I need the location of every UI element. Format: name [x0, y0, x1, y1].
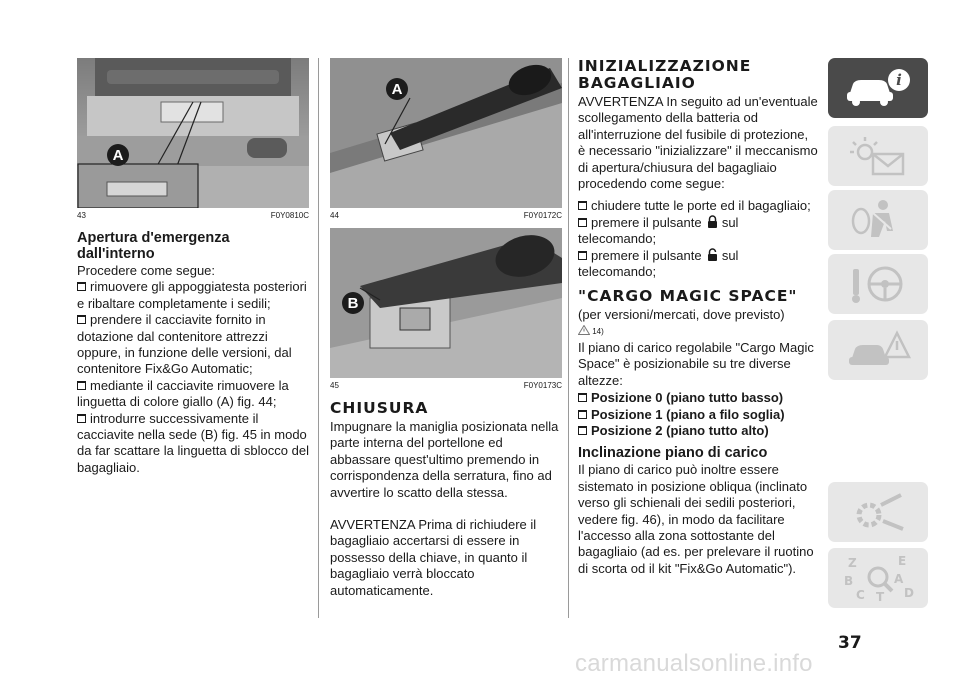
steering-wheel-key-icon: [843, 261, 913, 307]
bullet-box-icon: [578, 426, 587, 435]
note-reference: 14): [578, 325, 818, 338]
figure-43-image: [77, 58, 309, 208]
bullet-box-icon: [77, 381, 86, 390]
index-letter-a: A: [894, 572, 904, 586]
column-3: [578, 58, 818, 577]
figure-44-caption: [330, 211, 562, 220]
bullet-box-icon: [578, 218, 587, 227]
alphabet-index-icon: [838, 551, 918, 605]
bullet-box-icon: [578, 201, 587, 210]
subtitle: (per versioni/mercati, dove previsto): [578, 307, 785, 323]
index-letter-e: E: [898, 554, 907, 568]
section-heading: INIZIALIZZAZIONE BAGAGLIAIO: [578, 57, 752, 92]
figure-number: 45: [330, 381, 339, 390]
screwdriver-slot-illustration: [330, 228, 562, 378]
figure-44-image: [330, 58, 562, 208]
column-divider: [568, 58, 569, 618]
bullet-box-icon: [578, 251, 587, 260]
figure-code: F0Y0810C: [270, 211, 309, 220]
list-item: Posizione 1 (piano a filo soglia): [578, 407, 818, 423]
section-heading: Inclinazione piano di carico: [578, 445, 768, 462]
list-item: mediante il cacciavite rimuovere la linguetta di colore giallo (A) fig. 44;: [77, 377, 289, 410]
lock-closed-icon: [707, 215, 716, 226]
bullet-box-icon: [578, 410, 587, 419]
list-item: introdurre successivamente il cacciavite nella sede (B) fig. 45 in modo da far scattare la linguetta di sblocco del bagagliaio.: [77, 410, 309, 475]
list-item: prendere il cacciavite fornito in dotazione dal contenitore attrezzi oppure, in funzione delle versioni, dal contenitore Fix&Go Automatic;: [77, 312, 292, 377]
tab-emergency[interactable]: [828, 320, 928, 380]
section-heading: CHIUSURA: [330, 399, 429, 417]
paragraph: Impugnare la maniglia posizionata nella parte interna del portellone ed abbassare quest'ultimo premendo in corrispondenza della serratura, fino ad avvertire lo scatto della stessa.: [330, 419, 559, 500]
section-heading: "CARGO MAGIC SPACE": [578, 287, 798, 306]
list-item: Posizione 2 (piano tutto alto): [578, 423, 818, 439]
paragraph: AVVERTENZA In seguito ad un'eventuale scollegamento della batteria od all'interruzione del fusibile di protezione, è necessario "inizializzare" il meccanismo di apertura/chiusura del bagagliaio procedendo come segue:: [578, 94, 818, 192]
tab-car-info[interactable]: [828, 58, 928, 118]
column-2: [330, 58, 562, 599]
tab-index[interactable]: [828, 548, 928, 608]
figure-45-caption: [330, 381, 562, 390]
figure-43-caption: [77, 211, 309, 220]
list-item: Posizione 0 (piano tutto basso): [578, 390, 818, 406]
tools-icon: [843, 489, 913, 535]
svg-text:i: i: [896, 71, 902, 89]
warning-lights-icon: [843, 134, 913, 178]
lock-open-icon: [707, 248, 716, 259]
column-divider: [318, 58, 319, 618]
index-letter-d: D: [904, 586, 914, 600]
list-item: premere il pulsante sul telecomando;: [578, 247, 739, 280]
bullet-box-icon: [578, 393, 587, 402]
intro-text: Procedere come segue:: [77, 263, 216, 278]
tab-safety[interactable]: [828, 190, 928, 250]
bullet-box-icon: [77, 315, 86, 324]
figure-code: F0Y0173C: [523, 381, 562, 390]
watermark: carmanualsonline.info: [575, 650, 813, 677]
figure-label-b: B: [342, 292, 364, 314]
page-number: 37: [838, 633, 862, 653]
road-hazard-icon: [843, 327, 913, 373]
figure-label-a: A: [107, 144, 129, 166]
list-item: premere il pulsante sul telecomando;: [578, 214, 739, 247]
index-letter-b: B: [844, 574, 854, 588]
paragraph: AVVERTENZA Prima di richiudere il bagagliaio accertarsi di essere in possesso della chiave, in quanto il bagagliaio verrà bloccato automaticamente.: [330, 517, 537, 598]
paragraph: Il piano di carico può inoltre essere sistemato in posizione obliqua (inclinato verso gli schienali dei sedili posteriori, vedere fig. 46), in modo da facilitare l'accesso alla zona sottostante del bagagliaio (ad es. per prelevare il ruotino di scorta od il kit "Fix&Go Automatic").: [578, 462, 814, 576]
figure-number: 44: [330, 211, 339, 220]
tab-starting-driving[interactable]: [828, 254, 928, 314]
bullet-box-icon: [77, 414, 86, 423]
figure-45-image: [330, 228, 562, 378]
tab-maintenance[interactable]: [828, 482, 928, 542]
paragraph: Il piano di carico regolabile "Cargo Magic Space" è posizionabile su tre diverse altezze:: [578, 339, 814, 388]
figure-label-a: A: [386, 78, 408, 100]
car-rear-illustration: [77, 58, 309, 208]
screwdriver-illustration: [330, 58, 562, 208]
index-letter-c: C: [856, 588, 865, 602]
list-item: rimuovere gli appoggiatesta posteriori e ribaltare completamente i sedili;: [77, 279, 307, 311]
bullet-box-icon: [77, 282, 86, 291]
column-1: [77, 58, 309, 476]
figure-number: 43: [77, 211, 86, 220]
car-info-icon: [843, 68, 913, 108]
index-letter-z: Z: [848, 556, 857, 570]
airbag-seatbelt-icon: [843, 197, 913, 243]
section-heading: Apertura d'emergenza dall'interno: [77, 230, 230, 262]
list-item: chiudere tutte le porte ed il bagagliaio;: [578, 198, 818, 214]
index-letter-t: T: [876, 590, 885, 604]
tab-warning-lights[interactable]: [828, 126, 928, 186]
figure-code: F0Y0172C: [523, 211, 562, 220]
warning-icon: [578, 325, 590, 335]
